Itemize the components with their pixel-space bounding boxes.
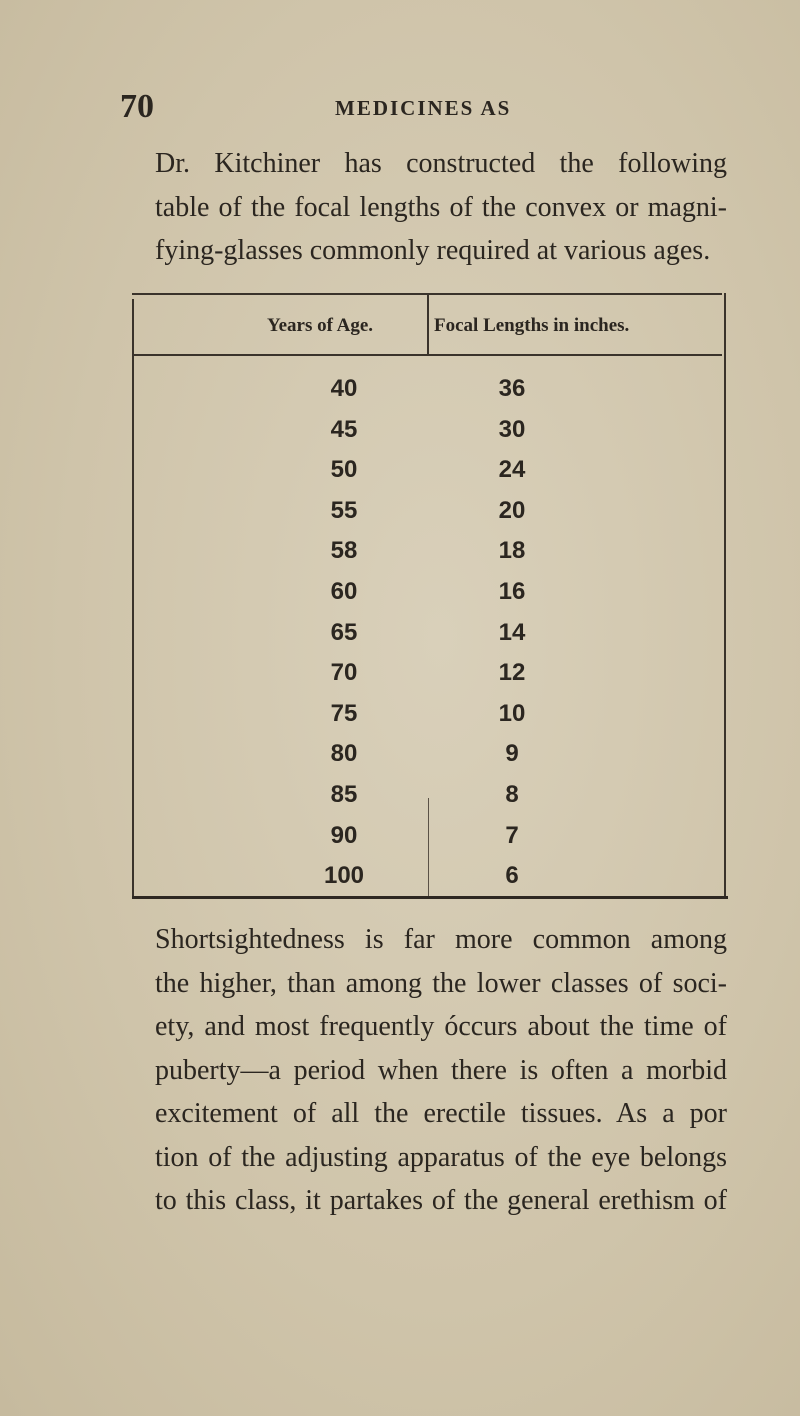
- focal-length-cell: 14: [498, 618, 526, 646]
- focal-length-cell: 8: [505, 780, 519, 808]
- body-paragraph: [155, 918, 727, 1223]
- age-cell: 90: [330, 821, 358, 849]
- table-row: [132, 374, 728, 415]
- age-cell: 50: [330, 456, 358, 484]
- text-line: ety, and most frequently óccurs about the time of: [155, 1011, 727, 1042]
- table-rule-header: [134, 354, 722, 356]
- table-row: [132, 821, 728, 862]
- text-line: Dr. Kitchiner has constructed the following: [155, 148, 727, 179]
- table-row: [132, 577, 728, 618]
- table-row: [132, 658, 728, 699]
- age-cell: 100: [323, 862, 365, 890]
- age-cell: 58: [330, 537, 358, 565]
- age-cell: 80: [330, 740, 358, 768]
- focal-length-cell: 24: [498, 456, 526, 484]
- age-cell: 65: [330, 618, 358, 646]
- focal-length-cell: 7: [505, 821, 519, 849]
- focal-length-cell: 20: [498, 496, 526, 524]
- text-line: excitement of all the erectile tissues. As a por: [155, 1098, 727, 1129]
- age-cell: 70: [330, 659, 358, 687]
- text-line: fying-glasses commonly required at various ages.: [155, 235, 711, 266]
- text-line: the higher, than among the lower classes of soci-: [155, 967, 727, 999]
- table-row: [132, 618, 728, 659]
- focal-length-cell: 12: [498, 659, 526, 687]
- table-row: [132, 536, 728, 577]
- text-line: table of the focal lengths of the convex or magni-: [155, 191, 727, 223]
- page-number: 70: [120, 88, 154, 125]
- focal-length-cell: 9: [505, 740, 519, 768]
- age-cell: 60: [330, 577, 358, 605]
- text-line: puberty—a period when there is often a morbid: [155, 1054, 727, 1086]
- table-row: [132, 780, 728, 821]
- text-line: to this class, it partakes of the general erethism of: [155, 1185, 727, 1216]
- table-row: [132, 496, 728, 537]
- focal-length-cell: 16: [498, 577, 526, 605]
- focal-length-cell: 18: [498, 537, 526, 565]
- column-header-age: Years of Age.: [267, 315, 374, 336]
- table-body: [132, 374, 728, 902]
- table-row: [132, 455, 728, 496]
- age-cell: 45: [330, 415, 358, 443]
- running-head: MEDICINES AS: [335, 96, 512, 120]
- table-row: [132, 861, 728, 902]
- text-line: tion of the adjusting apparatus of the eye belongs: [155, 1141, 727, 1173]
- intro-paragraph: [155, 142, 727, 273]
- table-rule-column-divider: [427, 295, 429, 355]
- age-cell: 85: [330, 780, 358, 808]
- table-row: [132, 699, 728, 740]
- text-line: Shortsightedness is far more common among: [155, 924, 727, 955]
- age-cell: 40: [330, 375, 358, 402]
- focal-length-cell: 36: [498, 375, 526, 402]
- age-cell: 55: [330, 496, 358, 524]
- focal-length-cell: 10: [498, 699, 526, 727]
- focal-length-cell: 30: [498, 415, 526, 443]
- age-cell: 75: [330, 699, 358, 727]
- focal-length-cell: 6: [505, 862, 519, 890]
- focal-length-table: [132, 293, 730, 901]
- column-header-focal-length: Focal Lengths in inches.: [434, 315, 630, 336]
- table-row: [132, 739, 728, 780]
- table-row: [132, 415, 728, 456]
